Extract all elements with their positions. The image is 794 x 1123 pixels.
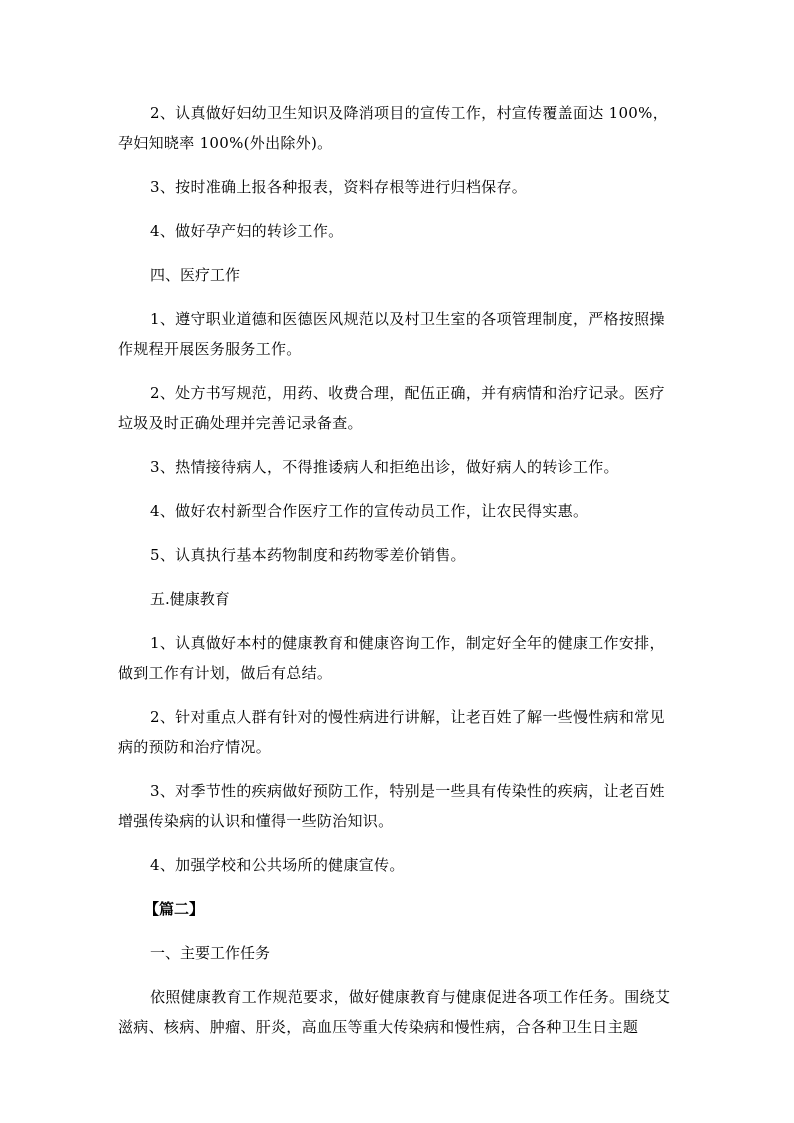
paragraph-maternal-publicity: 2、认真做好妇幼卫生知识及降消项目的宣传工作，村宣传覆盖面达 100%，孕妇知晓率 100%(外出除外)。 [118, 104, 668, 152]
paragraph-seasonal-disease: 3、对季节性的疾病做好预防工作，特别是一些具有传染性的疾病，让老百姓增强传染病的认识和懂得一些防治知识。 [118, 782, 665, 830]
paragraph-task-requirements: 依照健康教育工作规范要求，做好健康教育与健康促进各项工作任务。围绕艾滋病、核病、肿瘤、肝炎，高血压等重大传染病和慢性病，合各种卫生日主题 [118, 988, 671, 1036]
part-two-marker: 【篇二】 [144, 900, 205, 918]
paragraph-health-consulting: 1、认真做好本村的健康教育和健康咨询工作，制定好全年的健康工作安排，做到工作有计划，做后有总结。 [118, 634, 665, 682]
paragraph-chronic-disease: 2、针对重点人群有针对的慢性病进行讲解，让老百姓了解一些慢性病和常见病的预防和治疗情况。 [118, 708, 665, 756]
section-heading-medical-work: 四、医疗工作 [150, 266, 241, 284]
section-heading-health-education: 五.健康教育 [150, 590, 230, 608]
paragraph-essential-drugs: 5、认真执行基本药物制度和药物零差价销售。 [150, 546, 466, 564]
paragraph-medical-ethics: 1、遵守职业道德和医德医风规范以及村卫生室的各项管理制度，严格按照操作规程开展医务服务工作。 [118, 310, 665, 358]
section-heading-main-tasks: 一、主要工作任务 [150, 944, 271, 962]
paragraph-school-publicity: 4、加强学校和公共场所的健康宣传。 [150, 856, 405, 874]
document-body [118, 98, 678, 1056]
paragraph-receive-patients: 3、热情接待病人，不得推诿病人和拒绝出诊，做好病人的转诊工作。 [150, 458, 619, 476]
paragraph-prescription: 2、处方书写规范，用药、收费合理，配伍正确，并有病情和治疗记录。医疗垃圾及时正确处理并完善记录备查。 [118, 384, 665, 432]
paragraph-reports-archive: 3、按时准确上报各种报表，资料存根等进行归档保存。 [150, 178, 528, 196]
paragraph-cooperative-medical: 4、做好农村新型合作医疗工作的宣传动员工作，让农民得实惠。 [150, 502, 589, 520]
paragraph-referral: 4、做好孕产妇的转诊工作。 [150, 222, 344, 240]
